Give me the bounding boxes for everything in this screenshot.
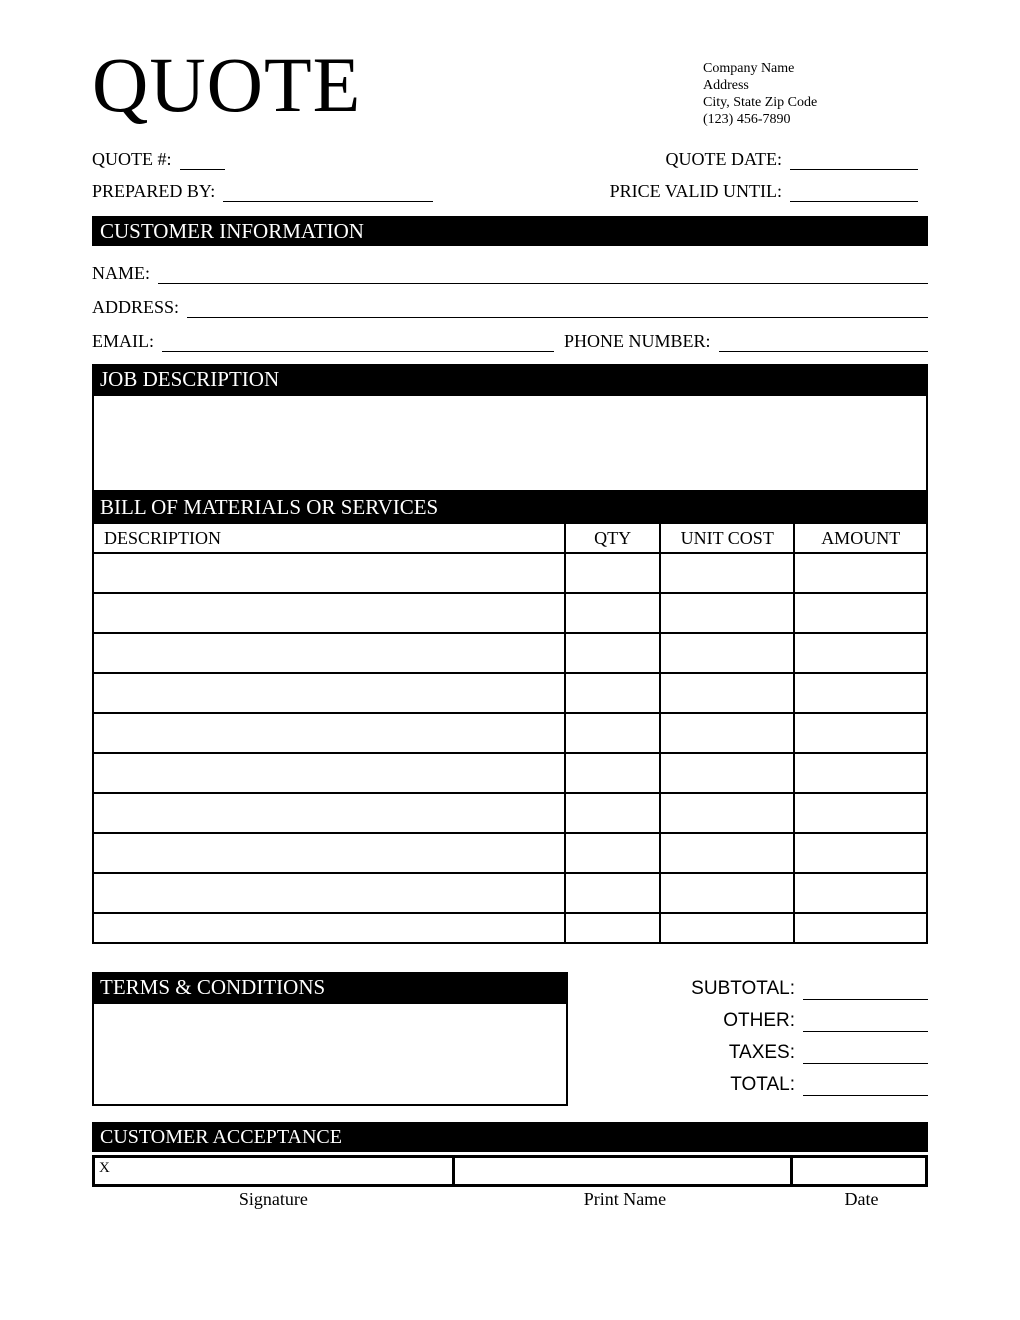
bill-cell-amount[interactable] [794,913,927,943]
bill-table [92,522,928,944]
subtotal-row [568,976,928,1000]
bill-cell-unit-cost[interactable] [660,793,794,833]
bill-cell-qty[interactable] [565,633,660,673]
prepared-by-label: PREPARED BY: [92,181,216,201]
bill-cell-qty[interactable] [565,673,660,713]
bill-row [93,873,927,913]
bill-header-row [93,523,927,553]
bill-cell-unit-cost[interactable] [660,673,794,713]
terms-section [92,972,568,1106]
bill-cell-unit-cost[interactable] [660,593,794,633]
bill-cell-unit-cost[interactable] [660,913,794,943]
taxes-field[interactable] [803,1040,928,1064]
terms-header: TERMS & CONDITIONS [92,972,568,1002]
bill-header: BILL OF MATERIALS OR SERVICES [92,492,928,522]
bill-cell-unit-cost[interactable] [660,713,794,753]
bill-cell-description[interactable] [93,713,565,753]
bill-cell-amount[interactable] [794,593,927,633]
bill-cell-unit-cost[interactable] [660,833,794,873]
address-field[interactable] [187,292,928,318]
bill-cell-amount[interactable] [794,753,927,793]
prepared-by-group [92,181,433,202]
subtotal-label: SUBTOTAL: [691,978,795,999]
total-label: TOTAL: [730,1074,795,1095]
bill-cell-amount[interactable] [794,833,927,873]
bill-cell-qty[interactable] [565,553,660,593]
bill-cell-description[interactable] [93,593,565,633]
bill-cell-unit-cost[interactable] [660,753,794,793]
prepared-by-field[interactable] [223,181,433,202]
taxes-label: TAXES: [728,1042,795,1063]
company-name: Company Name [703,61,795,76]
phone-label: PHONE NUMBER: [564,331,711,351]
bill-cell-description[interactable] [93,633,565,673]
bill-cell-unit-cost[interactable] [660,873,794,913]
customer-info-header: CUSTOMER INFORMATION [92,216,928,246]
bill-row [93,913,927,943]
terms-field[interactable] [92,1002,568,1106]
price-valid-group [610,181,918,202]
name-field[interactable] [158,258,928,284]
bill-cell-description[interactable] [93,873,565,913]
job-description-field[interactable] [92,394,928,492]
meta-row-1 [92,144,928,170]
quote-number-label: QUOTE #: [92,149,172,169]
bill-cell-description[interactable] [93,553,565,593]
column-header-description: DESCRIPTION [93,523,565,553]
totals-section [568,972,928,1104]
quote-number-field[interactable] [180,149,225,170]
company-info [703,60,928,128]
bill-row [93,553,927,593]
bill-cell-qty[interactable] [565,713,660,753]
bill-cell-description[interactable] [93,793,565,833]
email-field[interactable] [162,326,554,352]
quote-date-field[interactable] [790,149,918,170]
signature-label: Signature [238,1189,308,1209]
company-address: Address [703,78,749,93]
bill-cell-amount[interactable] [794,793,927,833]
column-header-qty: QTY [565,523,660,553]
form-header [92,41,928,128]
bill-row [93,713,927,753]
bill-cell-qty[interactable] [565,833,660,873]
bill-row [93,593,927,633]
signature-field[interactable] [95,1158,455,1184]
bottom-section [92,972,928,1106]
bill-row [93,793,927,833]
bill-cell-qty[interactable] [565,753,660,793]
page-title: QUOTE [92,41,362,128]
customer-acceptance-header: CUSTOMER ACCEPTANCE [92,1122,928,1152]
name-row [92,258,928,284]
bill-row [93,633,927,673]
price-valid-label: PRICE VALID UNTIL: [609,181,782,201]
bill-cell-description[interactable] [93,833,565,873]
bill-row [93,833,927,873]
bill-cell-amount[interactable] [794,553,927,593]
total-row [568,1072,928,1096]
bill-cell-qty[interactable] [565,793,660,833]
subtotal-field[interactable] [803,976,928,1000]
column-header-unit-cost: UNIT COST [660,523,794,553]
bill-row [93,753,927,793]
bill-cell-description[interactable] [93,673,565,713]
form-content [92,41,928,1210]
bill-cell-unit-cost[interactable] [660,553,794,593]
print-name-label: Print Name [583,1189,667,1209]
address-row [92,292,928,318]
bill-cell-amount[interactable] [794,713,927,753]
price-valid-field[interactable] [790,181,918,202]
print-name-field[interactable] [455,1158,793,1184]
quote-number-group [92,149,225,170]
bill-row [93,673,927,713]
other-label: OTHER: [723,1010,795,1031]
address-label: ADDRESS: [92,297,180,317]
other-row [568,1008,928,1032]
column-header-amount: AMOUNT [794,523,927,553]
date-field[interactable] [793,1158,925,1184]
acceptance-strip [92,1155,928,1187]
bill-cell-qty[interactable] [565,593,660,633]
bill-cell-description[interactable] [93,913,565,943]
bill-cell-amount[interactable] [794,633,927,673]
other-field[interactable] [803,1008,928,1032]
name-label: NAME: [92,263,150,283]
bill-cell-qty[interactable] [565,873,660,913]
quote-date-group [666,149,918,170]
taxes-row [568,1040,928,1064]
email-phone-row [92,326,928,352]
quote-date-label: QUOTE DATE: [665,149,782,169]
email-label: EMAIL: [92,331,154,351]
bill-cell-unit-cost[interactable] [660,633,794,673]
signature-x-mark: X [99,1160,110,1176]
phone-field[interactable] [719,326,928,352]
date-label: Date [844,1189,879,1209]
bill-cell-amount[interactable] [794,873,927,913]
job-description-header: JOB DESCRIPTION [92,364,928,394]
bill-cell-amount[interactable] [794,673,927,713]
bill-rows [93,553,927,943]
total-field[interactable] [803,1072,928,1096]
company-city-state-zip: City, State Zip Code [703,95,818,110]
meta-row-2 [92,176,928,202]
bill-cell-description[interactable] [93,753,565,793]
acceptance-labels [92,1189,928,1210]
bill-cell-qty[interactable] [565,913,660,943]
company-phone: (123) 456-7890 [703,112,791,127]
